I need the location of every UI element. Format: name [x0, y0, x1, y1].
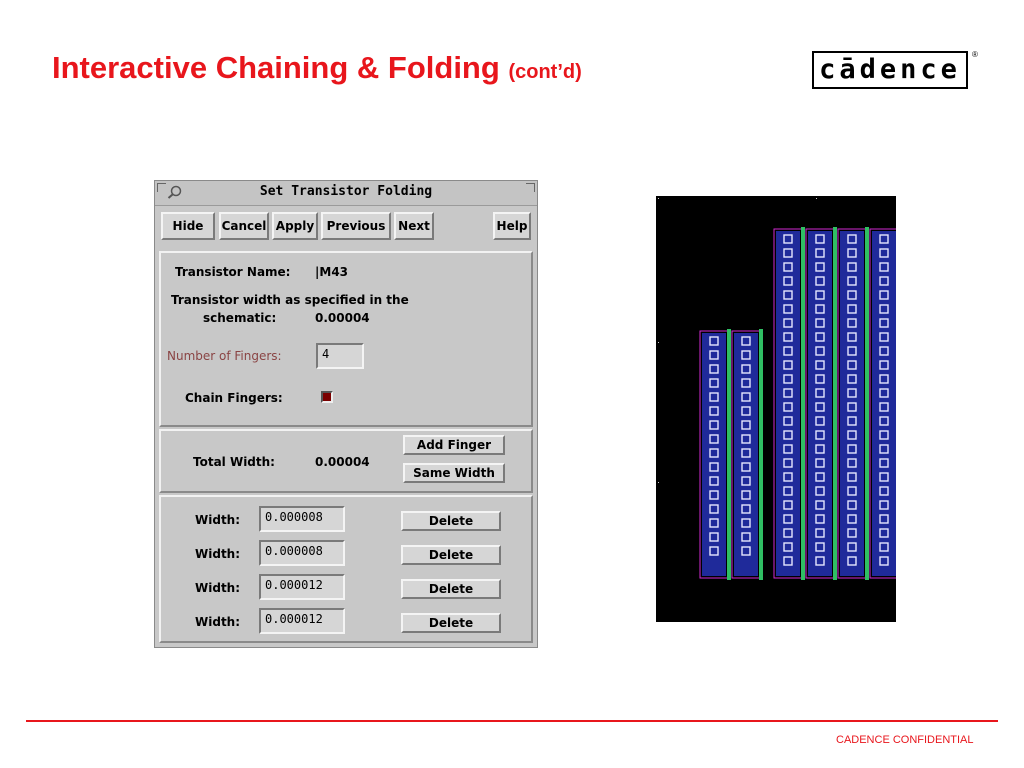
finger-3-width-field[interactable]: 0.000012 — [259, 574, 345, 600]
window-corner-tr — [526, 183, 535, 192]
set-transistor-folding-dialog — [154, 180, 538, 648]
finger-1-width-field[interactable]: 0.000008 — [259, 506, 345, 532]
finger-1-width-label: Width: — [195, 513, 241, 527]
finger-2-width-label: Width: — [195, 547, 241, 561]
finger-4-delete-button[interactable]: Delete — [401, 613, 501, 633]
finger-diffusion — [702, 333, 726, 576]
transistor-info-panel — [159, 251, 533, 427]
grid-dot — [658, 198, 659, 199]
finger-gate — [727, 329, 731, 580]
window-corner-tl — [157, 183, 166, 192]
finger-gate — [865, 227, 869, 580]
finger-2-delete-button[interactable]: Delete — [401, 545, 501, 565]
hide-button[interactable]: Hide — [161, 212, 215, 240]
cancel-button[interactable]: Cancel — [219, 212, 269, 240]
finger-gate — [759, 329, 763, 580]
finger-3-width-label: Width: — [195, 581, 241, 595]
finger-gate — [833, 227, 837, 580]
registered-mark: ® — [972, 50, 978, 59]
slide-title-suffix: (cont’d) — [508, 61, 582, 83]
next-button[interactable]: Next — [394, 212, 434, 240]
finger-3-delete-button[interactable]: Delete — [401, 579, 501, 599]
dialog-titlebar[interactable] — [155, 181, 537, 206]
dialog-toolbar — [155, 206, 537, 246]
total-width-panel — [159, 429, 533, 493]
finger-4-width-label: Width: — [195, 615, 241, 629]
finger-1-delete-button[interactable]: Delete — [401, 511, 501, 531]
apply-button[interactable]: Apply — [272, 212, 318, 240]
total-width-label: Total Width: — [193, 455, 275, 469]
help-button[interactable]: Help — [493, 212, 531, 240]
chain-fingers-checkbox[interactable] — [321, 391, 333, 403]
previous-button[interactable]: Previous — [321, 212, 391, 240]
width-spec-value: 0.00004 — [315, 311, 370, 325]
cadence-logo: cādence — [812, 51, 968, 89]
total-width-value: 0.00004 — [315, 455, 370, 469]
finger-widths-panel — [159, 495, 533, 643]
footer-confidential: CADENCE CONFIDENTIAL — [836, 734, 974, 746]
layout-view[interactable] — [656, 196, 896, 622]
transistor-name-label: Transistor Name: — [175, 265, 291, 279]
footer-rule — [26, 720, 998, 722]
slide-title-main: Interactive Chaining & Folding — [52, 50, 500, 85]
grid-dot — [816, 198, 817, 199]
width-spec-label-2: schematic: — [203, 311, 277, 325]
chain-fingers-label: Chain Fingers: — [185, 391, 283, 405]
grid-dot — [658, 342, 659, 343]
grid-dot — [658, 482, 659, 483]
dialog-title: Set Transistor Folding — [259, 184, 433, 199]
same-width-button[interactable]: Same Width — [403, 463, 505, 483]
finger-2-width-field[interactable]: 0.000008 — [259, 540, 345, 566]
fingers-field[interactable]: 4 — [316, 343, 364, 369]
fingers-label: Number of Fingers: — [167, 349, 282, 363]
finger-gate — [801, 227, 805, 580]
transistor-name-value: |M43 — [315, 265, 349, 279]
finger-diffusion — [734, 333, 758, 576]
finger-4-width-field[interactable]: 0.000012 — [259, 608, 345, 634]
add-finger-button[interactable]: Add Finger — [403, 435, 505, 455]
slide-title — [52, 50, 582, 86]
width-spec-label: Transistor width as specified in the — [171, 293, 409, 307]
transistor-layout-drawing — [656, 196, 896, 622]
